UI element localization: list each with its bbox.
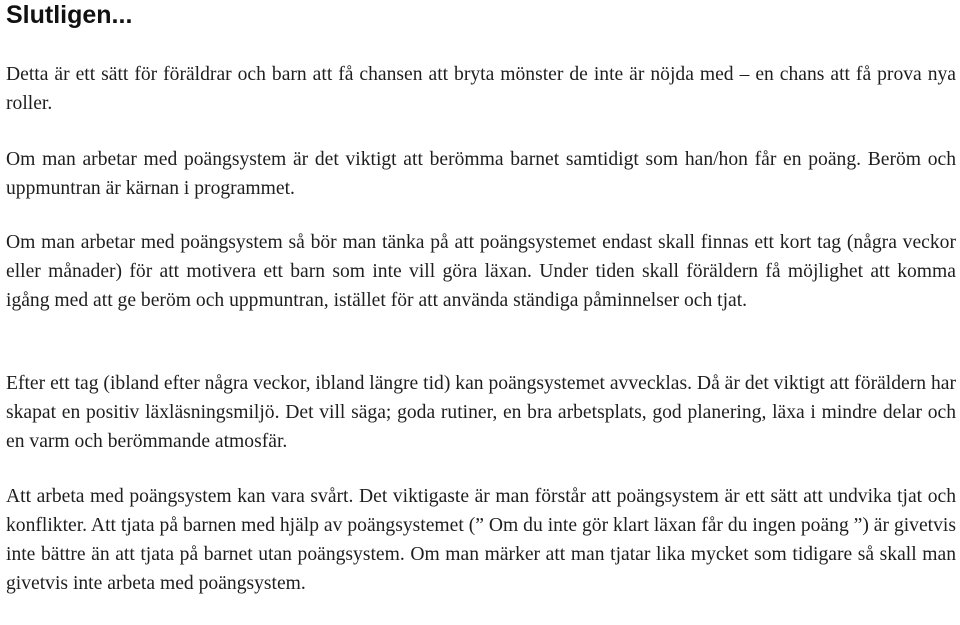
paragraph-difficulty: Att arbeta med poängsystem kan vara svårt. Det viktigaste är man förstår att poängsystem är ett sätt att undvika tjat och konflikter. Att tjata på barnen med hjälp av poängsystemet (” Om du inte gör klart läxan får du ingen poäng ”) är givetvis inte bättre än att tjata på barnet utan poängsystem. Om man märker att man tjatar lika mycket som tidigare så skall man givetvis inte arbeta med poängsystem. [6,486,956,594]
paragraph-phase-out: Efter ett tag (ibland efter några veckor, ibland längre tid) kan poängsystemet avvecklas. Då är det viktigt att föräldern har skapat en positiv läxläsningsmiljö. Det vill säga; goda rutiner, en bra arbetsplats, god planering, läxa i mindre delar och en varm och berömmande atmosfär. [6,373,956,452]
paragraph-praise: Om man arbetar med poängsystem är det viktigt att berömma barnet samtidigt som han/hon får en poäng. Beröm och uppmuntran är kärnan i programmet. [6,149,956,199]
paragraph-duration: Om man arbetar med poängsystem så bör man tänka på att poängsystemet endast skall finnas ett kort tag (några veckor eller månader) för att motivera ett barn som inte vill göra läxan. Under tiden skall föräldern få möjlighet att komma igång med att ge beröm och uppmuntran, istället för att använda ständiga påminnelser och tjat. [6,232,956,311]
section-heading: Slutligen... [6,1,133,29]
paragraph-intro: Detta är ett sätt för föräldrar och barn att få chansen att bryta mönster de inte är nöjda med – en chans att få prova nya roller. [6,64,956,114]
